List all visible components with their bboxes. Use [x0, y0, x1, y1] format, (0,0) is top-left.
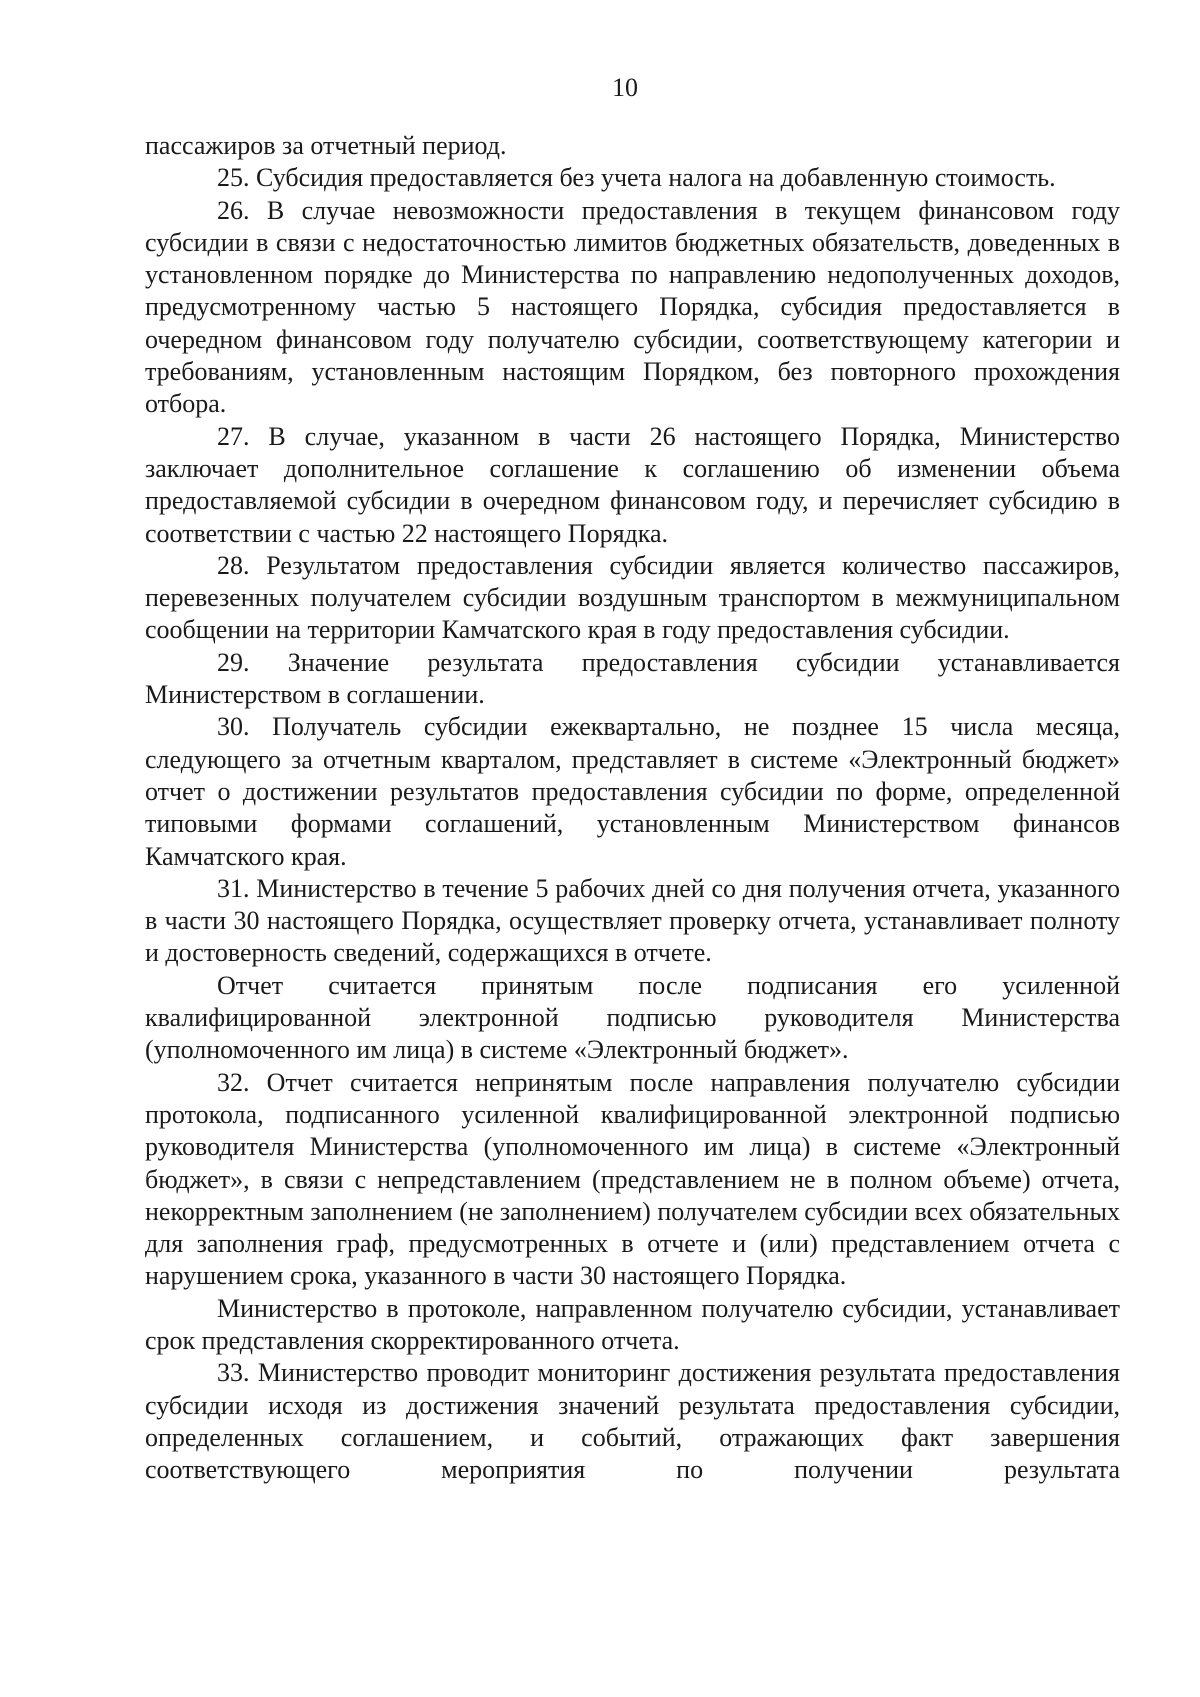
paragraph-27: 27. В случае, указанном в части 26 настоящего Порядка, Министерство заключает дополнительное соглашение к соглашению об изменении объема предоставляемой субсидии в очередном финансовом году, и перечисляет субсидию в соответствии с частью 22 настоящего Порядка.: [145, 421, 1120, 548]
page-number: 10: [612, 73, 638, 102]
paragraph-continuation: пассажиров за отчетный период.: [145, 131, 507, 160]
paragraph-32: 32. Отчет считается непринятым после направления получателю субсидии протокола, подписанного усиленной квалифицированной электронной подписью руководителя Министерства (уполномоченного им лица) в системе «Электронный бюджет», в связи с непредставлением (представлением не в полном объеме) отчета, некорректным заполнением (не заполнением) получателем субсидии всех обязательных для заполнения граф, предусмотренных в отчете и (или) представлением отчета с нарушением срока, указанного в части 30 настоящего Порядка.: [145, 1067, 1120, 1291]
paragraph-31-report-accepted: Отчет считается принятым после подписания его усиленной квалифицированной электронной подписью руководителя Министерства (уполномоченного им лица) в системе «Электронный бюджет».: [145, 970, 1120, 1065]
paragraph-25: 25. Субсидия предоставляется без учета налога на добавленную стоимость.: [217, 163, 1056, 193]
paragraph-31: 31. Министерство в течение 5 рабочих дней со дня получения отчета, указанного в части 30 настоящего Порядка, осуществляет проверку отчета, устанавливает полноту и достоверность сведений, содержащихся в отчете.: [145, 873, 1120, 968]
paragraph-28: 28. Результатом предоставления субсидии является количество пассажиров, перевезенных получателем субсидии воздушным транспортом в межмуниципальном сообщении на территории Камчатского края в году предоставления субсидии.: [145, 550, 1120, 645]
paragraph-26: 26. В случае невозможности предоставления в текущем финансовом году субсидии в связи с недостаточностью лимитов бюджетных обязательств, доведенных в установленном порядке до Министерства по направлению недополученных доходов, предусмотренному частью 5 настоящего Порядка, субсидия предоставляется в очередном финансовом году получателю субсидии, соответствующему категории и требованиям, установленным настоящим Порядком, без повторного прохождения отбора.: [145, 195, 1120, 419]
paragraph-30: 30. Получатель субсидии ежеквартально, не позднее 15 числа месяца, следующего за отчетным кварталом, представляет в системе «Электронный бюджет» отчет о достижении результатов предоставления субсидии по форме, определенной типовыми формами соглашений, установленным Министерством финансов Камчатского края.: [145, 712, 1120, 871]
paragraph-33: 33. Министерство проводит мониторинг достижения результата предоставления субсидии исходя из достижения значений результата предоставления субсидии, определенных соглашением, и событий, отражающих факт завершения соответствующего мероприятия по получении результата: [145, 1358, 1120, 1485]
paragraph-29: 29. Значение результата предоставления субсидии устанавливается Министерством в соглашении.: [145, 647, 1120, 710]
paragraph-32-protocol-deadline: Министерство в протоколе, направленном получателю субсидии, устанавливает срок представления скорректированного отчета.: [145, 1293, 1120, 1355]
document-body: [145, 130, 1120, 1486]
